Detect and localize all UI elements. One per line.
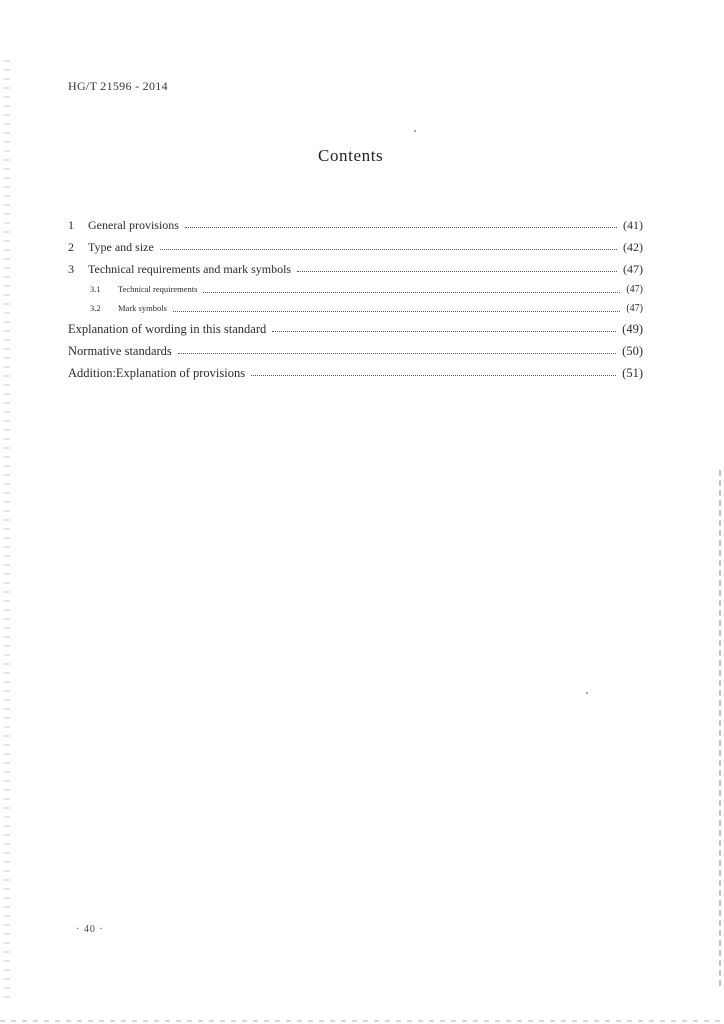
toc-entry-general-provisions[interactable]	[68, 214, 643, 236]
toc-entry-number: 3	[68, 262, 74, 276]
toc-entry-number: 2	[68, 240, 74, 254]
dot-leader	[185, 226, 617, 228]
dot-leader	[297, 270, 617, 272]
toc-entry-page: (47)	[623, 262, 643, 276]
toc-entry-page: (50)	[622, 344, 643, 358]
dot-leader	[203, 291, 620, 293]
toc-entry-label: Mark symbols	[118, 303, 167, 313]
scan-speck	[414, 130, 416, 132]
toc-entry-label: Technical requirements and mark symbols	[88, 262, 292, 276]
scan-edge-left	[4, 60, 10, 1000]
toc-entry-type-and-size[interactable]	[68, 236, 643, 258]
dot-leader	[251, 374, 616, 376]
page-title: Contents	[318, 146, 384, 165]
toc-entry-number: 1	[68, 218, 74, 232]
toc-entry-number: 3.2	[90, 303, 101, 313]
toc-entry-label: General provisions	[88, 218, 179, 232]
toc-entry-number: 3.1	[90, 284, 101, 294]
dot-leader	[272, 330, 616, 332]
dot-leader	[173, 310, 620, 312]
toc-entry-page: (42)	[623, 240, 643, 254]
toc-entry-explanation-of-wording[interactable]	[68, 318, 643, 340]
scan-speck	[586, 692, 588, 694]
toc-entry-page: (51)	[622, 366, 643, 380]
document-code: HG/T 21596 - 2014	[68, 79, 168, 93]
toc-entry-label: Normative standards	[68, 344, 172, 358]
dot-leader	[178, 352, 616, 354]
toc-entry-page: (47)	[626, 303, 643, 314]
scan-edge-right	[719, 470, 721, 990]
toc-entry-normative-standards[interactable]	[68, 340, 643, 362]
toc-entry-mark-symbols[interactable]	[68, 299, 643, 318]
toc-entry-technical-requirements[interactable]	[68, 280, 643, 299]
toc-entry-page: (41)	[623, 218, 643, 232]
dot-leader	[160, 248, 617, 250]
toc-entry-technical-requirements-and-mark-symbols[interactable]	[68, 258, 643, 280]
page-number: · 40 ·	[76, 924, 104, 935]
table-of-contents	[68, 214, 643, 384]
toc-entry-label: Addition:Explanation of provisions	[68, 366, 246, 380]
toc-entry-page: (49)	[622, 322, 643, 336]
toc-entry-label: Technical requirements	[118, 284, 198, 294]
toc-entry-addition-explanation-of-provisions[interactable]	[68, 362, 643, 384]
toc-entry-label: Explanation of wording in this standard	[68, 322, 267, 336]
scan-edge-bottom	[0, 1020, 724, 1022]
toc-entry-page: (47)	[626, 284, 643, 295]
toc-entry-label: Type and size	[88, 240, 154, 254]
